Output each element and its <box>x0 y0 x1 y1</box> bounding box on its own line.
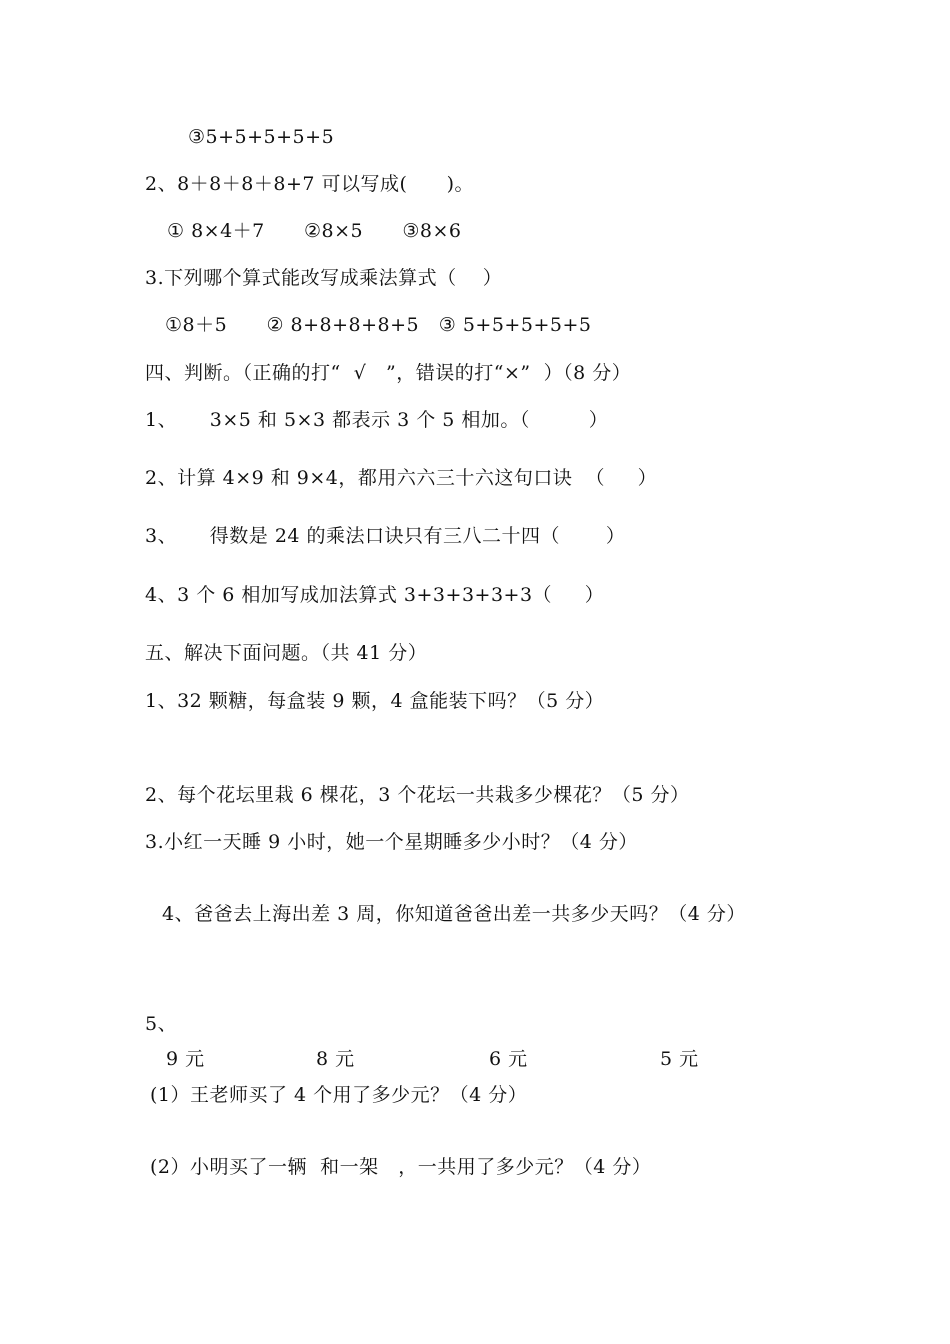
price-4: 5 元 <box>660 1048 699 1070</box>
judge-2: 2、计算 4×9 和 9×4，都用六六三十六这句口诀 （ ） <box>145 467 658 489</box>
question-3-options: ①8＋5 ② 8+8+8+8+5 ③ 5+5+5+5+5 <box>165 314 592 336</box>
section-4-heading: 四、判断。（正确的打“ √ ”，错误的打“×” ）（8 分） <box>145 362 632 384</box>
question-2: 2、8＋8＋8＋8+7 可以写成( )。 <box>145 173 475 195</box>
judge-3: 3、 得数是 24 的乘法口诀只有三八二十四（ ） <box>145 525 626 547</box>
judge-1: 1、 3×5 和 5×3 都表示 3 个 5 相加。（ ） <box>145 409 609 431</box>
price-2: 8 元 <box>316 1048 355 1070</box>
problem-1: 1、32 颗糖，每盒装 9 颗，4 盒能装下吗？（5 分） <box>145 690 605 712</box>
option-line-3: ③5+5+5+5+5 <box>188 126 335 148</box>
price-1: 9 元 <box>166 1048 205 1070</box>
question-2-options: ① 8×4＋7 ②8×5 ③8×6 <box>167 220 462 242</box>
price-3: 6 元 <box>489 1048 528 1070</box>
problem-5-part-2: (2）小明买了一辆 和一架 ，一共用了多少元？（4 分） <box>150 1156 652 1178</box>
problem-5-part-1: (1）王老师买了 4 个用了多少元？（4 分） <box>150 1084 528 1106</box>
problem-2: 2、每个花坛里栽 6 棵花，3 个花坛一共栽多少棵花？（5 分） <box>145 784 690 806</box>
problem-5: 5、 <box>145 1013 178 1035</box>
judge-4: 4、3 个 6 相加写成加法算式 3+3+3+3+3（ ） <box>145 584 605 606</box>
section-5-heading: 五、解决下面问题。（共 41 分） <box>145 642 428 664</box>
problem-3: 3.小红一天睡 9 小时，她一个星期睡多少小时？（4 分） <box>145 831 638 853</box>
question-3: 3.下列哪个算式能改写成乘法算式（ ） <box>145 267 503 289</box>
problem-4: 4、爸爸去上海出差 3 周，你知道爸爸出差一共多少天吗？（4 分） <box>162 903 746 925</box>
